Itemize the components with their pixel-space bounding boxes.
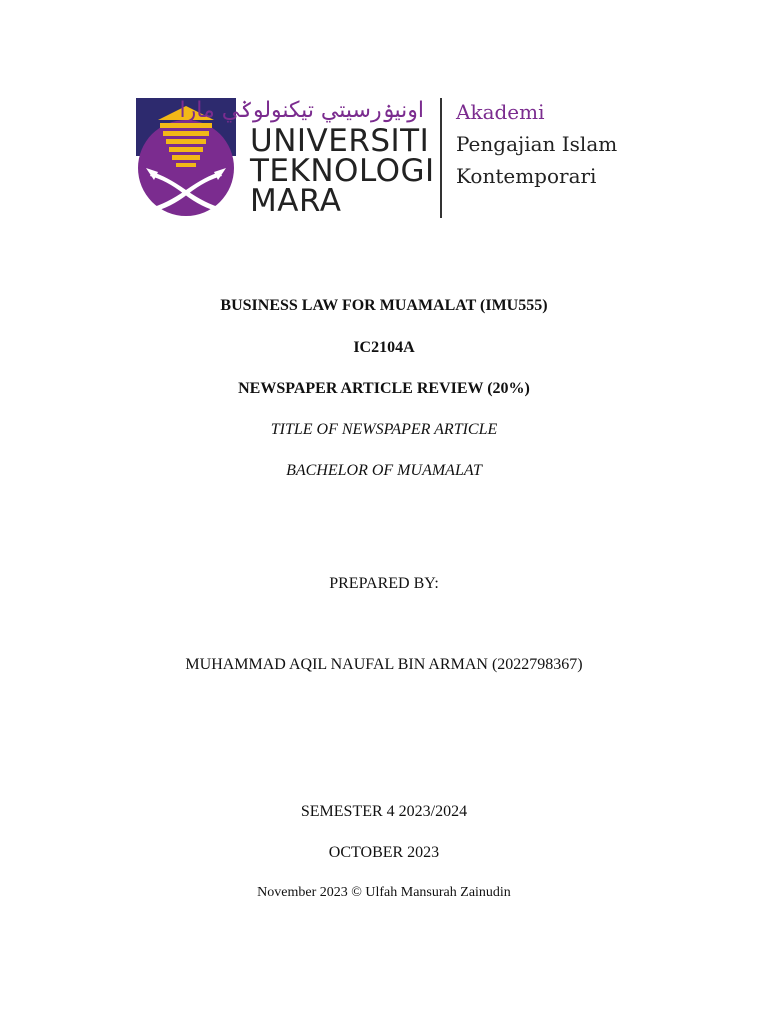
assignment-title: NEWSPAPER ARTICLE REVIEW (20%): [238, 380, 530, 397]
submission-month: OCTOBER 2023: [328, 844, 440, 861]
university-name-jawi: اونيۏرسيتي تيكنولوݢي مارا: [179, 98, 424, 123]
university-name-line-2: TEKNOLOGI: [250, 153, 435, 189]
article-title: TITLE OF NEWSPAPER ARTICLE: [270, 421, 498, 438]
semester: SEMESTER 4 2023/2024: [300, 803, 468, 820]
copyright-footer: November 2023 © Ulfah Mansurah Zainudin: [257, 885, 511, 900]
group-code: IC2104A: [353, 339, 415, 356]
university-name-line-1: UNIVERSITI: [250, 123, 430, 159]
prepared-by-label: PREPARED BY:: [329, 575, 439, 592]
academy-name-line-2: Pengajian Islam: [456, 132, 618, 156]
academy-name-line-1: Akademi: [456, 100, 545, 124]
logo-divider: [440, 98, 442, 218]
programme-name: BACHELOR OF MUAMALAT: [286, 462, 482, 479]
uitm-logo: [136, 96, 636, 220]
academy-name: [456, 96, 617, 192]
university-name: [250, 123, 435, 219]
university-name-line-3: MARA: [250, 183, 342, 219]
course-title: BUSINESS LAW FOR MUAMALAT (IMU555): [220, 297, 548, 314]
academy-name-line-3: Kontemporari: [456, 164, 597, 188]
student-name: MUHAMMAD AQIL NAUFAL BIN ARMAN (2022798367): [185, 656, 583, 673]
